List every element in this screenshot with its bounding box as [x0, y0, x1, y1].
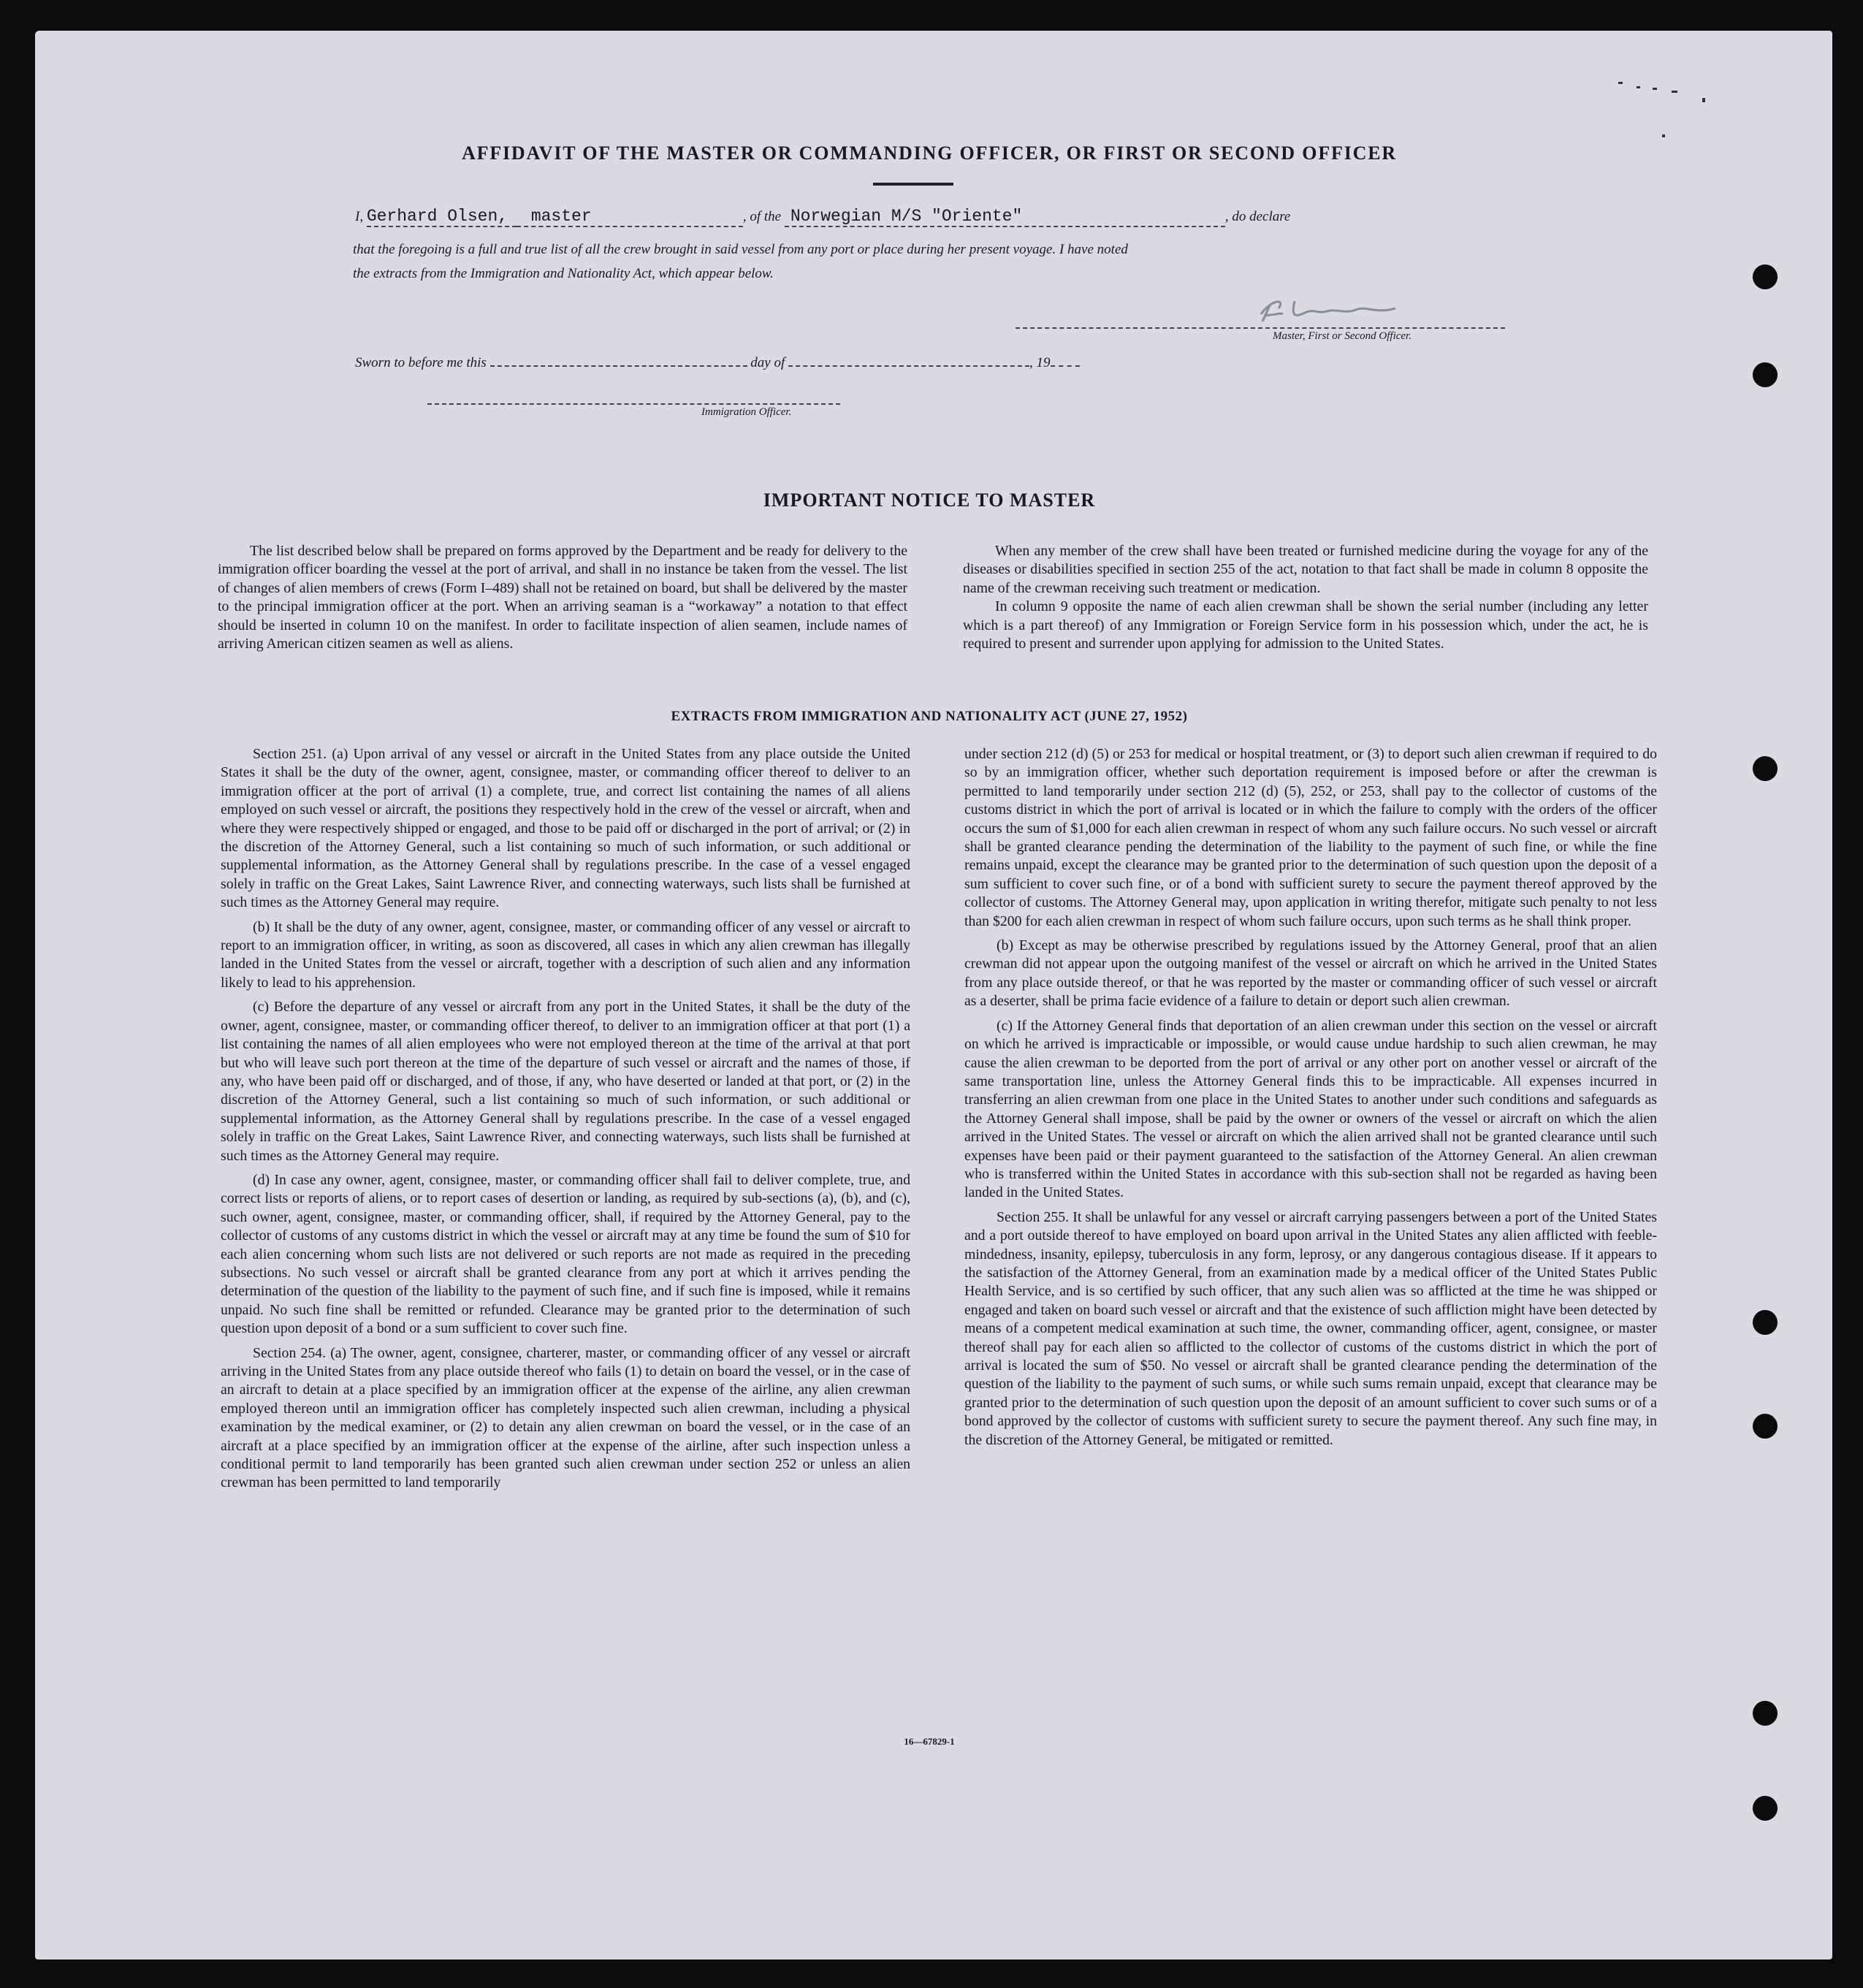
form-number: 16—67829-1	[904, 1736, 955, 1747]
officer-signature-line[interactable]	[427, 403, 840, 405]
binder-hole	[1753, 264, 1778, 289]
sworn-day-field[interactable]	[490, 352, 747, 367]
edge-mark	[1672, 91, 1677, 93]
edge-mark	[1702, 98, 1705, 102]
statement-line-1: that the foregoing is a full and true list of all the crew brought in said vessel from any port or place during her present voyage. I have noted	[353, 242, 1128, 257]
section-paragraph: (c) If the Attorney General finds that deportation of an alien crewman under this section on the vessel or aircraft on which he arrived is impracticable or impossible, or would cause undue hardship to such alien crewman, he may cause the alien crewman to be deported from the port of arrival or any other port on another vessel or aircraft of the same transportation line, unless the Attorney General finds this to be impracticable. All expenses incurred in transferring an alien crewman from one place in the United States to another under such conditions and safeguards as the Attorney General shall impose, shall be paid by the owner or owners of the vessel or aircraft on which the alien arrived in the United States. The vessel or aircraft on which the alien arrived shall not be granted clearance until such expenses have been paid or their payment guaranteed to the satisfaction of the Attorney General. An alien crewman who is transferred within the United States in accordance with this sub-section shall not be regarded as having been landed in the United States.	[964, 1017, 1657, 1201]
binder-hole	[1753, 1796, 1778, 1821]
edge-mark	[1662, 134, 1665, 137]
statement-line-2: the extracts from the Immigration and Nationality Act, which appear below.	[353, 266, 774, 281]
sworn-line	[355, 352, 1080, 371]
extracts-right-column	[964, 745, 1657, 1455]
year-text: , 19	[1029, 355, 1051, 370]
edge-mark	[1637, 86, 1640, 88]
edge-mark	[1618, 82, 1623, 84]
edge-mark	[1653, 88, 1657, 90]
section-paragraph: Section 255. It shall be unlawful for any vessel or aircraft carrying passengers between a port of the United States and a port outside thereof to have employed on board upon arrival in the United States any alien afflicted with feeble-mindedness, insanity, epilepsy, tuberculosis in any form, leprosy, or any dangerous contagious disease. If it appears to the satisfaction of the Attorney General, from an examination made by a medical officer of the United States Public Health Service, and is so certified by such officer, that any such alien was so afflicted at the time he was shipped or engaged and taken on board such vessel or aircraft and that the existence of such affliction might have been detected by means of a competent medical examination at such time, the owner, commanding officer, agent, consignee, or master thereof shall pay for each alien so afflicted to the collector of customs of the customs district in which the port of arrival is located the sum of $50. No vessel or aircraft shall be granted clearance pending the determination of the question of the liability to the payment of such sums, or while such sums remain unpaid, except that clearance may be granted prior to the determination of such question upon the deposit of an amount sufficient to cover such sums or of a bond approved by the collector of customs with sufficient surety to secure the payment thereof. Any such fine may, in the discretion of the Attorney General, be mitigated or remitted.	[964, 1208, 1657, 1448]
officer-name-field[interactable]: Gerhard Olsen,	[367, 207, 517, 227]
declaration-line	[355, 207, 1290, 227]
signature-mark	[1257, 292, 1410, 329]
vessel-name-field[interactable]: Norwegian M/S "Oriente"	[785, 207, 1225, 227]
sworn-text: Sworn to before me this	[355, 355, 487, 370]
section-paragraph: (c) Before the departure of any vessel or aircraft from any port in the United States, it shall be the duty of the owner, agent, consignee, master, or commanding officer thereof, to deliver to an immigration officer at that port (1) a list containing the names of all alien employees who were not employed thereon at the time of the arrival at that port but who will leave such port thereon at the time of the departure of such vessel or aircraft and the names of those, if any, who have been paid off or discharged, and of those, if any, who have deserted or landed at that port, or (2) in the discretion of the Attorney General, such a list containing so much of such information, or such additional or supplemental information, as the Attorney General shall by regulations prescribe. In the case of a vessel engaged solely in traffic on the Great Lakes, Saint Lawrence River, and connecting waterways, such lists shall be furnished at such times as the Attorney General may require.	[221, 999, 910, 1164]
section-paragraph: (d) In case any owner, agent, consignee, master, or commanding officer shall fail to deliver complete, true, and correct lists or reports of aliens, or to report cases of desertion or landing, as required by sub-sections (a), (b), and (c), such owner, agent, consignee, master, or commanding officer, shall, if required by the Attorney General, pay to the collector of customs of any customs district in which the vessel or aircraft may at any time be found the sum of $10 for each alien concerning whom such lists are not delivered or such reports are not made as required in the preceding subsections. No such vessel or aircraft shall be granted clearance from any port at which it arrives pending the determination of the question of the liability to the payment of such fine, and if such fine is imposed, while it remains unpaid. No such fine shall be remitted or refunded. Clearance may be granted prior to the determination of such question upon deposit of a bond or a sum sufficient to cover such fine.	[221, 1171, 910, 1337]
binder-hole	[1753, 362, 1778, 387]
affidavit-title: AFFIDAVIT OF THE MASTER OR COMMANDING OFFICER, OR FIRST OR SECOND OFFICER	[462, 142, 1397, 164]
notice-paragraph: When any member of the crew shall have been treated or furnished medicine during the voyage for any of the diseases or disabilities specified in section 255 of the act, notation to that fact shall be made in column 8 opposite the name of the crewman receiving such treatment or medication.	[963, 543, 1648, 596]
notice-paragraph: In column 9 opposite the name of each alien crewman shall be shown the serial number (including any letter which is a part thereof) of any Immigration or Foreign Service form in his possession which, under the act, he is required to present and surrender upon applying for admission to the United States.	[963, 598, 1648, 652]
officer-rank-field[interactable]: master	[517, 207, 743, 227]
binder-hole	[1753, 1701, 1778, 1726]
signature-line[interactable]	[1016, 327, 1505, 329]
notice-right-column	[963, 542, 1648, 653]
do-declare-text: , do declare	[1224, 209, 1291, 224]
section-paragraph: (b) It shall be the duty of any owner, agent, consignee, master, or commanding officer of any vessel or aircraft to report to an immigration officer, in writing, as soon as discovered, all cases in which any alien crewman has illegally landed in the United States from the vessel or aircraft, together with a description of such alien and any information likely to lead to his apprehension.	[221, 918, 910, 991]
section-paragraph: under section 212 (d) (5) or 253 for medical or hospital treatment, or (3) to deport such alien crewman if required to do so by an immigration officer, whether such deportation requirement is imposed before or after the crewman is permitted to land temporarily under section 212 (d) (5), 252, or 253, shall pay to the collector of customs of the customs district in which the port of arrival is located or in which the failure to comply with the orders of the officer occurs the sum of $1,000 for each alien crewman in respect of whom any such failure occurs. No such vessel or aircraft shall be granted clearance pending the determination of the liability to the payment of such fine, or while the fine remains unpaid, except the clearance may be granted prior to the determination of such question upon the deposit of a sum sufficient to cover such fine, or of a bond with sufficient surety to secure the payment thereof approved by the collector of customs. The Attorney General may, upon application in writing therefor, mitigate such penalty to not less than $200 for each alien crewman in respect of whom such failure occurs, upon such terms as he shall think proper.	[964, 746, 1657, 929]
sworn-year-field[interactable]	[1051, 352, 1080, 367]
section-paragraph: (b) Except as may be otherwise prescribed by regulations issued by the Attorney General, proof that an alien crewman did not appear upon the outgoing manifest of the vessel or aircraft on which he arrived in the United States from any place outside thereof, or that he was reported by the master or commanding officer of such vessel or aircraft as a deserter, shall be prima facie evidence of a failure to detain or deport such alien crewman.	[964, 937, 1657, 1010]
notice-title: IMPORTANT NOTICE TO MASTER	[763, 490, 1096, 511]
extracts-title: EXTRACTS FROM IMMIGRATION AND NATIONALITY ACT (JUNE 27, 1952)	[671, 709, 1188, 724]
declaration-i: I,	[355, 209, 364, 224]
binder-hole	[1753, 1414, 1778, 1439]
title-rule	[873, 183, 953, 186]
officer-caption: Immigration Officer.	[701, 406, 792, 418]
notice-left-column	[218, 542, 907, 653]
sworn-month-field[interactable]	[788, 352, 1029, 367]
binder-hole	[1753, 1310, 1778, 1335]
notice-paragraph: The list described below shall be prepared on forms approved by the Department and be ready for delivery to the immigration officer boarding the vessel at the port of arrival, and shall in no instance be taken from the vessel. The list of changes of alien members of crews (Form I–489) shall not be retained on board, but shall be delivered by the master to the principal immigration officer at the port. When an arriving seaman is a “workaway” a notation to that effect should be inserted in column 10 on the manifest. In order to facilitate inspection of alien seamen, include names of arriving American citizen seamen as well as aliens.	[218, 543, 907, 652]
signature-caption: Master, First or Second Officer.	[1273, 330, 1411, 342]
extracts-left-column	[221, 745, 910, 1498]
day-of-text: day of	[750, 355, 785, 370]
section-paragraph: Section 254. (a) The owner, agent, consignee, charterer, master, or commanding officer of any vessel or aircraft arriving in the United States from any place outside thereof who fails (1) to detain on board the vessel, or in the case of an aircraft to detain at a place specified by an immigration officer at the expense of the airline, any alien crewman employed thereon until an immigration officer has completely inspected such alien crewman, including a physical examination by the medical examiner, or (2) to detain any alien crewman on board the vessel, or in the case of an aircraft at a place specified by an immigration officer at the expense of the airline, after such inspection unless a conditional permit to land temporarily has been granted such alien crewman under section 252 or unless an alien crewman has been permitted to land temporarily	[221, 1344, 910, 1491]
binder-hole	[1753, 756, 1778, 781]
section-paragraph: Section 251. (a) Upon arrival of any vessel or aircraft in the United States from any place outside the United States it shall be the duty of the owner, agent, consignee, master, or commanding officer thereof to deliver to an immigration officer at the port of arrival (1) a complete, true, and correct list containing the names of all aliens employed on such vessel or aircraft, the positions they respectively hold in the crew of the vessel or aircraft, when and where they were respectively shipped or engaged, and those to be paid off or discharged in the port of arrival; or (2) in the discretion of the Attorney General, such a list containing so much of such information, or such additional or supplemental information, as the Attorney General shall by regulations prescribe. In the case of a vessel engaged solely in traffic on the Great Lakes, Saint Lawrence River, and connecting waterways, such lists shall be furnished at such times as the Attorney General may require.	[221, 746, 910, 911]
of-the-text: , of the	[742, 209, 782, 224]
